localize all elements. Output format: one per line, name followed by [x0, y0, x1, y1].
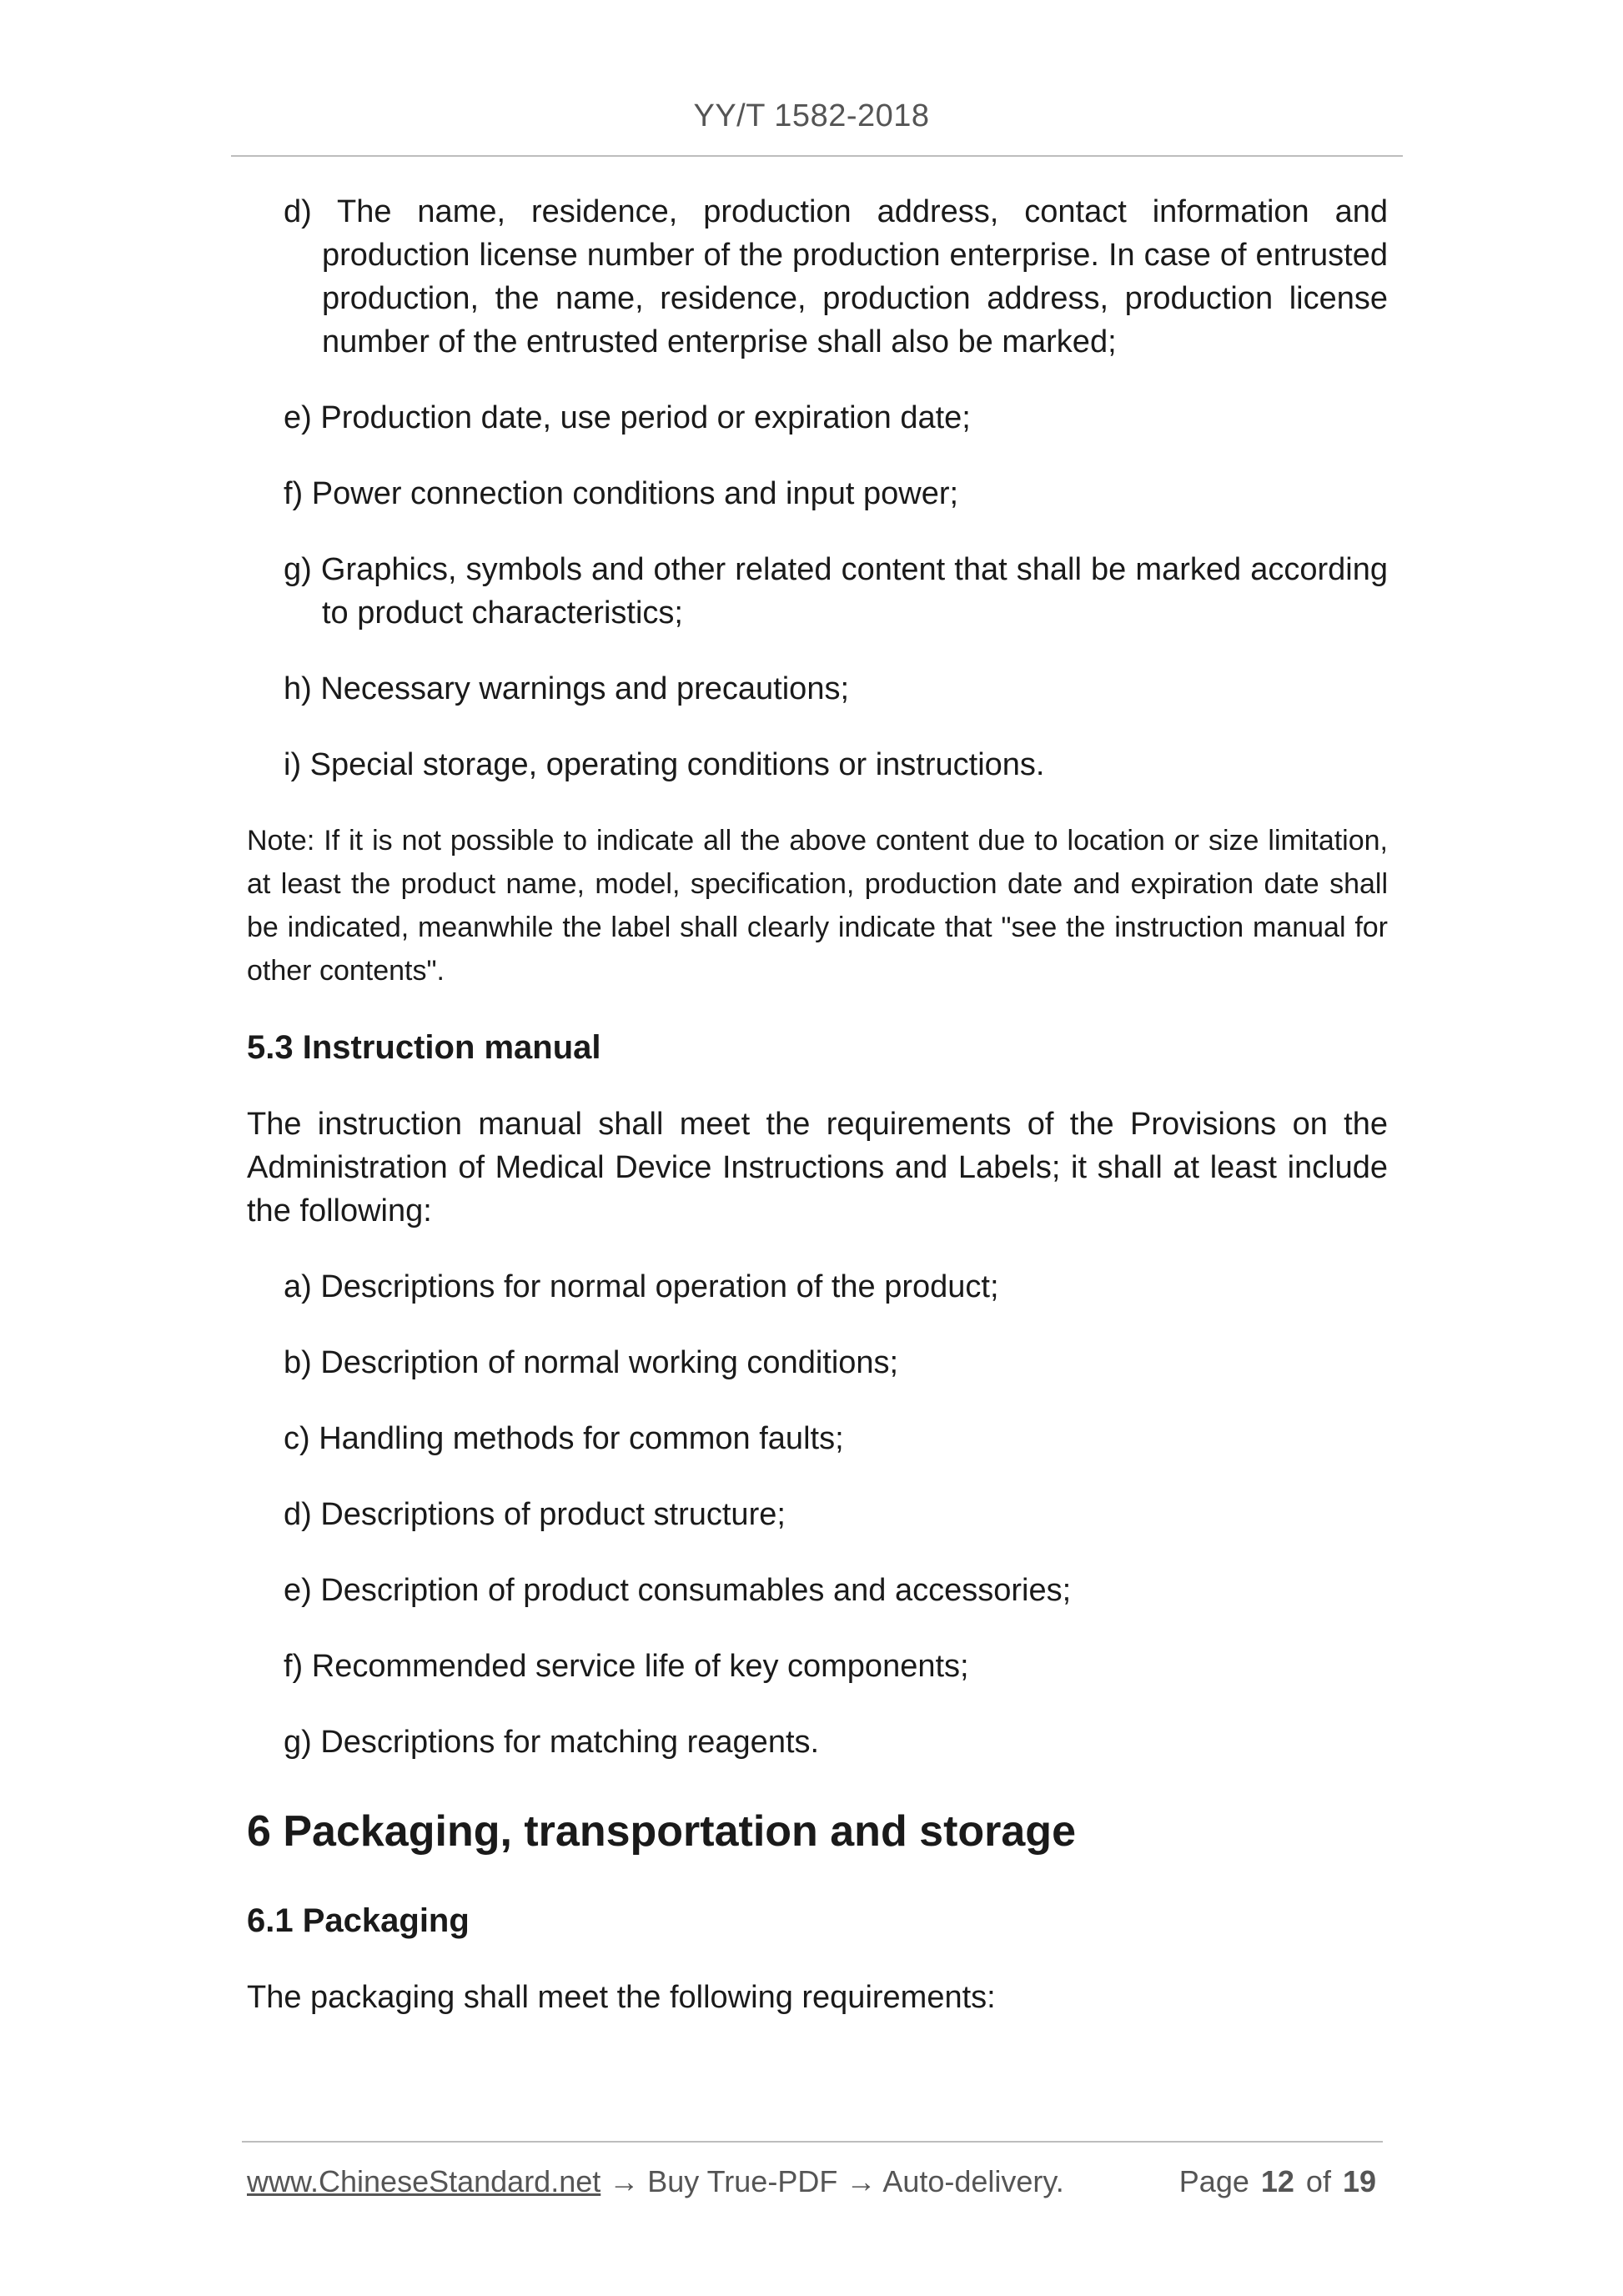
current-page: 12 — [1260, 2164, 1294, 2198]
page-of-label: of — [1305, 2164, 1331, 2198]
section-6-1-heading: 6.1 Packaging — [247, 1902, 470, 1939]
document-code-header: YY/T 1582-2018 — [693, 98, 930, 133]
list-item: g) Graphics, symbols and other related content that shall be marked according to product characteristics; — [284, 552, 1388, 631]
section-5-3-intro: The instruction manual shall meet the requirements of the Provisions on the Administration of Medical Device Instructions and Labels; it shall at least include the following: — [247, 1107, 1388, 1228]
page-label: Page — [1178, 2164, 1249, 2198]
list-item: g) Descriptions for matching reagents. — [284, 1725, 820, 1760]
list-item: c) Handling methods for common faults; — [284, 1421, 844, 1456]
footer-tagline: → Buy True-PDF → Auto-delivery. — [600, 2164, 1064, 2198]
website-link[interactable]: www.ChineseStandard.net — [247, 2164, 601, 2198]
label-note: Note: If it is not possible to indicate all the above content due to location or size limitation, at least the product name, model, specification, production date and expiration date shall be indicated, meanwhile the label shall clearly indicate that "see the instruction manual for other contents". — [247, 825, 1388, 987]
list-item: b) Description of normal working conditions; — [284, 1345, 899, 1380]
page-content — [247, 190, 1388, 2052]
list-item: f) Power connection conditions and input power; — [284, 476, 959, 511]
header-divider — [231, 155, 1403, 157]
list-item: f) Recommended service life of key components; — [284, 1649, 969, 1684]
list-item: h) Necessary warnings and precautions; — [284, 671, 850, 706]
list-item: d) Descriptions of product structure; — [284, 1497, 786, 1532]
footer-divider — [242, 2141, 1383, 2143]
list-item: i) Special storage, operating conditions or instructions. — [284, 747, 1045, 782]
list-item: e) Description of product consumables and accessories; — [284, 1573, 1072, 1608]
total-pages: 19 — [1342, 2164, 1376, 2198]
section-6-heading: 6 Packaging, transportation and storage — [247, 1807, 1076, 1856]
section-6-1-intro: The packaging shall meet the following requirements: — [247, 1980, 996, 2015]
section-5-3-heading: 5.3 Instruction manual — [247, 1029, 601, 1066]
list-item: a) Descriptions for normal operation of the product; — [284, 1269, 999, 1304]
page-number — [1179, 2160, 1376, 2203]
footer-left — [247, 2160, 1064, 2203]
list-item: e) Production date, use period or expiration date; — [284, 400, 971, 435]
list-item: d) The name, residence, production address, contact information and production license number of the production enterprise. In case of entrusted production, the name, residence, production address, production license number of the entrusted enterprise shall also be marked; — [284, 194, 1388, 359]
